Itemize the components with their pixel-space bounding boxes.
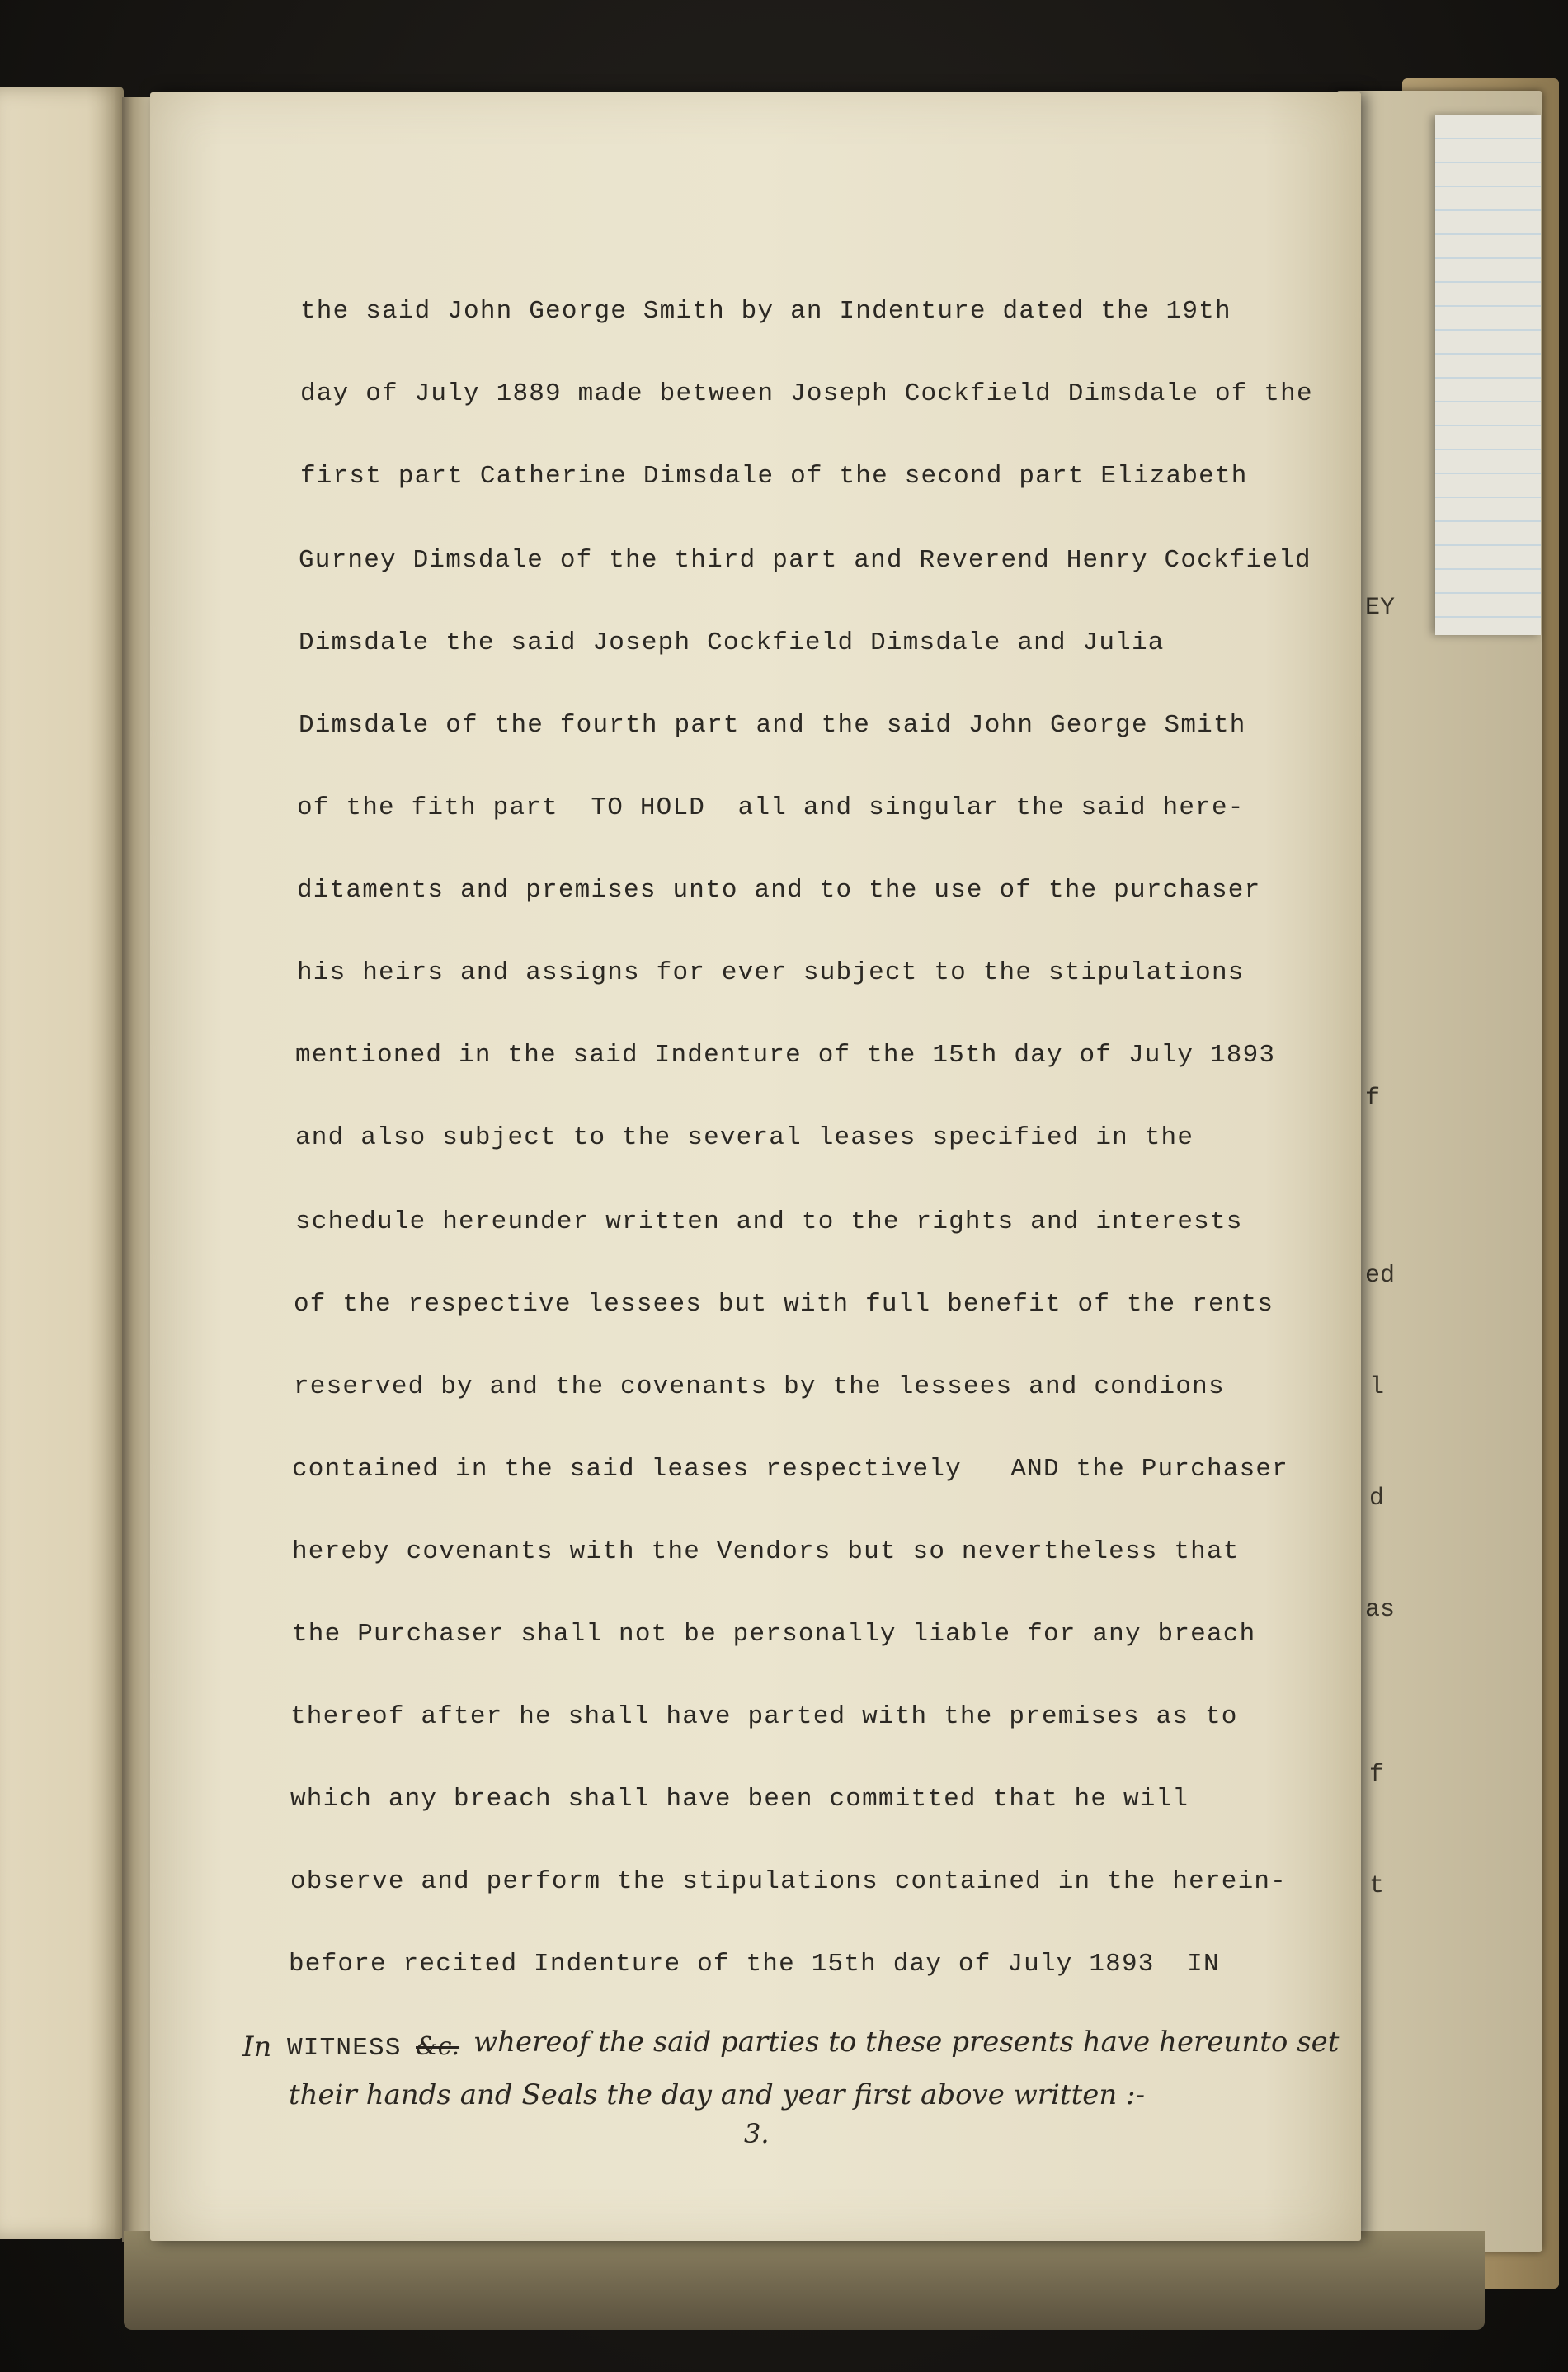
page-number: 3. bbox=[744, 2118, 770, 2149]
text-line: before recited Indenture of the 15th day of July 1893 IN bbox=[289, 1950, 1220, 1979]
edge-text-ed: ed bbox=[1365, 1262, 1396, 1290]
text-line: Dimsdale the said Joseph Cockfield Dimsdale and Julia bbox=[299, 628, 1165, 657]
left-facing-page bbox=[0, 87, 124, 2239]
text-line: of the respective lessees but with full benefit of the rents bbox=[294, 1290, 1274, 1319]
handwritten-in: In bbox=[242, 2031, 272, 2064]
text-line: contained in the said leases respectively AND the Purchaser bbox=[292, 1455, 1288, 1484]
text-line: of the fith part TO HOLD all and singular the said here- bbox=[297, 793, 1245, 822]
text-line: hereby covenants with the Vendors but so nevertheless that bbox=[292, 1537, 1240, 1566]
text-line: Dimsdale of the fourth part and the said John George Smith bbox=[299, 711, 1246, 740]
handwritten-line-1: whereof the said parties to these presents have hereunto set bbox=[473, 2026, 1340, 2059]
text-line: the said John George Smith by an Indenture dated the 19th bbox=[300, 297, 1231, 326]
book-bottom-edge bbox=[124, 2231, 1485, 2330]
text-line: mentioned in the said Indenture of the 15th day of July 1893 bbox=[295, 1041, 1276, 1070]
edge-text-t1: t bbox=[1369, 1872, 1385, 1900]
text-line: schedule hereunder written and to the rights and interests bbox=[295, 1207, 1243, 1236]
text-line: observe and perform the stipulations contained in the herein- bbox=[290, 1867, 1287, 1896]
text-line: first part Catherine Dimsdale of the second part Elizabeth bbox=[300, 462, 1248, 491]
edge-text-d1: d bbox=[1369, 1485, 1385, 1513]
document-page bbox=[150, 92, 1361, 2241]
edge-text-f1: f bbox=[1365, 1085, 1381, 1113]
struck-abbreviation: &c. bbox=[416, 2032, 460, 2061]
text-line: reserved by and the covenants by the lessees and condions bbox=[294, 1372, 1225, 1401]
text-line: Gurney Dimsdale of the third part and Reverend Henry Cockfield bbox=[299, 546, 1311, 575]
book-gutter bbox=[122, 97, 150, 2242]
text-line: ditaments and premises unto and to the use of the purchaser bbox=[297, 876, 1261, 905]
ruled-paper-tab bbox=[1435, 115, 1541, 635]
text-line: day of July 1889 made between Joseph Cockfield Dimsdale of the bbox=[300, 379, 1313, 408]
text-line: and also subject to the several leases specified in the bbox=[295, 1123, 1194, 1152]
edge-text-l1: l bbox=[1369, 1373, 1385, 1401]
handwritten-line-2: their hands and Seals the day and year first above written :- bbox=[289, 2078, 1146, 2111]
text-line: which any breach shall have been committed that he will bbox=[290, 1785, 1189, 1814]
edge-text-as: as bbox=[1365, 1596, 1396, 1624]
typed-witness: WITNESS bbox=[287, 2034, 402, 2063]
text-line: his heirs and assigns for ever subject to the stipulations bbox=[297, 958, 1245, 987]
text-line: the Purchaser shall not be personally liable for any breach bbox=[292, 1620, 1256, 1649]
text-line: thereof after he shall have parted with the premises as to bbox=[290, 1702, 1238, 1731]
edge-text-ey: EY bbox=[1365, 594, 1396, 622]
edge-text-f2: f bbox=[1369, 1761, 1385, 1789]
